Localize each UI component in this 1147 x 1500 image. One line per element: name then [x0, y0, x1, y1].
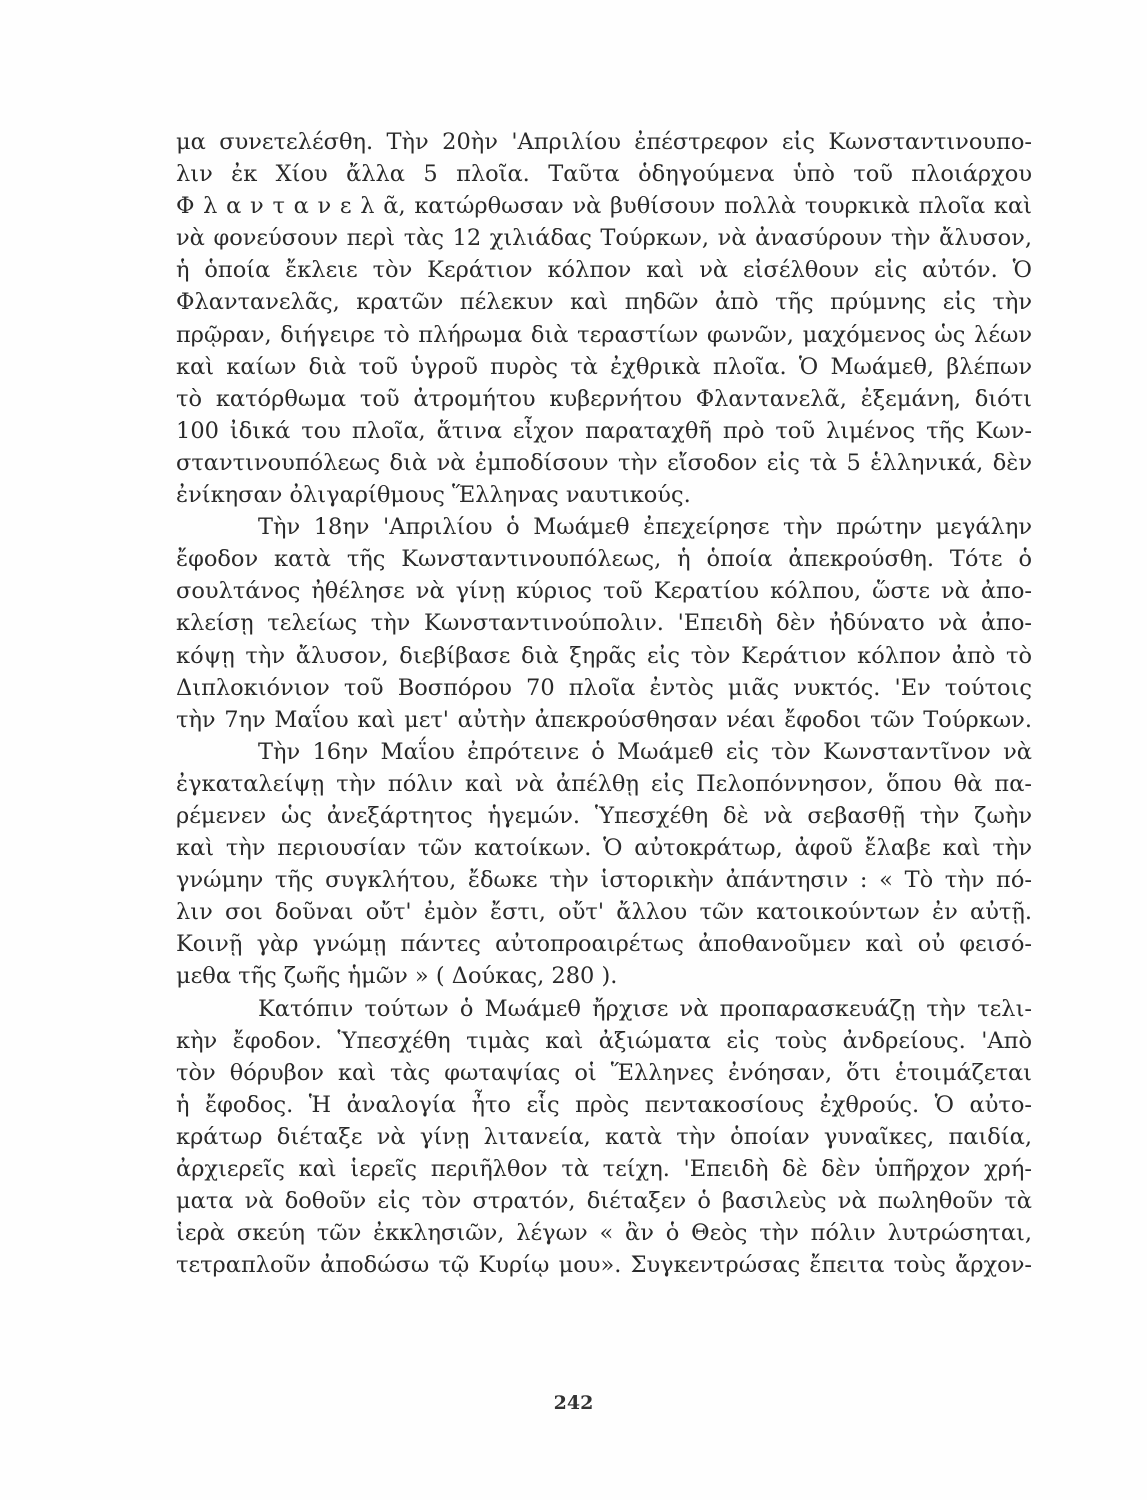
paragraph-first-line: Τὴν 18ην 'Απριλίου ὁ Μωάμεθ ἐπεχείρησε τὴν πρώτην μεγάλην [258, 514, 1032, 541]
text-line: ρέμενεν ὡς ἀνεξάρτητος ἡγεμών. Ὑπεσχέθη δὲ νὰ σεβασθῇ τὴν ζωὴν [176, 802, 1032, 829]
text-line: κόψῃ τὴν ἄλυσον, διεβίβασε διὰ ξηρᾶς εἰς τὸν Κεράτιον κόλπον ἀπὸ τὸ [176, 642, 1032, 669]
text-line: κράτωρ διέταξε νὰ γίνῃ λιτανεία, κατὰ τὴν ὁποίαν γυναῖκες, παιδία, [176, 1123, 1032, 1150]
text-line: λιν σοι δοῦναι οὔτ' ἐμὸν ἔστι, οὔτ' ἄλλου τῶν κατοικούντων ἐν αὐτῇ. [176, 899, 1032, 926]
text-line: Φλαντανελᾶς, κρατῶν πέλεκυν καὶ πηδῶν ἀπὸ τῆς πρύμνης εἰς τὴν [176, 289, 1032, 316]
text-line: τὸν θόρυβον καὶ τὰς φωταψίας οἱ Ἕλληνες ἐνόησαν, ὅτι ἑτοιμάζεται [176, 1059, 1032, 1086]
text-line: καὶ καίων διὰ τοῦ ὑγροῦ πυρὸς τὰ ἐχθρικὰ πλοῖα. Ὁ Μωάμεθ, βλέπων [176, 353, 1032, 380]
text-line: σουλτάνος ἠθέλησε νὰ γίνῃ κύριος τοῦ Κερατίου κόλπου, ὥστε νὰ ἀπο- [176, 578, 1032, 605]
text-line: Φ λ α ν τ α ν ε λ ᾶ, κατώρθωσαν νὰ βυθίσουν πολλὰ τουρκικὰ πλοῖα καὶ [176, 193, 1032, 220]
text-line: κὴν ἔφοδον. Ὑπεσχέθη τιμὰς καὶ ἀξιώματα εἰς τοὺς ἀνδρείους. 'Απὸ [176, 1027, 1032, 1054]
text-line: ἡ ἔφοδος. Ἡ ἀναλογία ἦτο εἷς πρὸς πεντακοσίους ἐχθρούς. Ὁ αὐτο- [176, 1091, 1032, 1118]
text-line: ἔφοδον κατὰ τῆς Κωνσταντινουπόλεως, ἡ ὁποία ἀπεκρούσθη. Τότε ὁ [176, 546, 1032, 573]
text-line: 100 ἰδικά του πλοῖα, ἅτινα εἶχον παραταχθῆ πρὸ τοῦ λιμένος τῆς Κων- [176, 417, 1032, 444]
page-number: 242 [553, 1392, 594, 1414]
text-line: λιν ἐκ Χίου ἄλλα 5 πλοῖα. Ταῦτα ὁδηγούμενα ὑπὸ τοῦ πλοιάρχου [176, 161, 1032, 188]
text-line: σταντινουπόλεως διὰ νὰ ἐμποδίσουν τὴν εἴσοδον εἰς τὰ 5 ἑλληνικά, δὲν [176, 449, 1032, 476]
text-line: μεθα τῆς ζωῆς ἡμῶν » ( Δούκας, 280 ). [176, 963, 618, 990]
text-line: τὸ κατόρθωμα τοῦ ἀτρομήτου κυβερνήτου Φλαντανελᾶ, ἐξεμάνη, διότι [176, 385, 1032, 412]
text-line: ἐνίκησαν ὀλιγαρίθμους Ἕλληνας ναυτικούς. [176, 482, 691, 509]
text-line: τὴν 7ην Μαΐου καὶ μετ' αὐτὴν ἀπεκρούσθησαν νέαι ἔφοδοι τῶν Τούρκων. [176, 706, 1032, 733]
text-line: νὰ φονεύσουν περὶ τὰς 12 χιλιάδας Τούρκων, νὰ ἀνασύρουν τὴν ἄλυσον, [176, 225, 1032, 252]
text-line: Διπλοκιόνιον τοῦ Βοσπόρου 70 πλοῖα ἐντὸς μιᾶς νυκτός. 'Εν τούτοις [176, 674, 1032, 701]
paragraph-first-line: Τὴν 16ην Μαΐου ἐπρότεινε ὁ Μωάμεθ εἰς τὸν Κωνσταντῖνον νὰ [258, 738, 1032, 765]
text-line: καὶ τὴν περιουσίαν τῶν κατοίκων. Ὁ αὐτοκράτωρ, ἀφοῦ ἔλαβε καὶ τὴν [176, 835, 1032, 862]
text-line: ματα νὰ δοθοῦν εἰς τὸν στρατόν, διέταξεν ὁ βασιλεὺς νὰ πωληθοῦν τὰ [176, 1188, 1032, 1215]
text-line: ἐγκαταλείψῃ τὴν πόλιν καὶ νὰ ἀπέλθῃ εἰς Πελοπόννησον, ὅπου θὰ πα- [176, 770, 1032, 797]
paragraph-first-line: Κατόπιν τούτων ὁ Μωάμεθ ἤρχισε νὰ προπαρασκευάζῃ τὴν τελι- [258, 995, 1032, 1022]
text-line: κλείσῃ τελείως τὴν Κωνσταντινούπολιν. 'Επειδὴ δὲν ἠδύνατο νὰ ἀπο- [176, 610, 1032, 637]
text-line: πρῷραν, διήγειρε τὸ πλήρωμα διὰ τεραστίων φωνῶν, μαχόμενος ὡς λέων [176, 321, 1032, 348]
text-line: Κοινῇ γὰρ γνώμῃ πάντες αὐτοπροαιρέτως ἀποθανοῦμεν καὶ οὐ φεισό- [176, 931, 1032, 958]
body-text [176, 126, 1032, 1281]
text-line: γνώμην τῆς συγκλήτου, ἔδωκε τὴν ἱστορικὴν ἀπάντησιν : « Τὸ τὴν πό- [176, 867, 1032, 894]
text-line: μα συνετελέσθη. Τὴν 20ὴν 'Απριλίου ἐπέστρεφον εἰς Κωνσταντινουπο- [176, 129, 1032, 155]
text-line: ἱερὰ σκεύη τῶν ἐκκλησιῶν, λέγων « ἂν ὁ Θεὸς τὴν πόλιν λυτρώσηται, [176, 1220, 1032, 1247]
text-line: ἡ ὁποία ἔκλειε τὸν Κεράτιον κόλπον καὶ νὰ εἰσέλθουν εἰς αὐτόν. Ὁ [176, 257, 1032, 284]
text-line: ἀρχιερεῖς καὶ ἱερεῖς περιῆλθον τὰ τείχη. 'Επειδὴ δὲ δὲν ὑπῆρχον χρή- [176, 1156, 1032, 1182]
text-line: τετραπλοῦν ἀποδώσω τῷ Κυρίῳ μου». Συγκεντρώσας ἔπειτα τοὺς ἄρχον- [176, 1252, 1032, 1279]
